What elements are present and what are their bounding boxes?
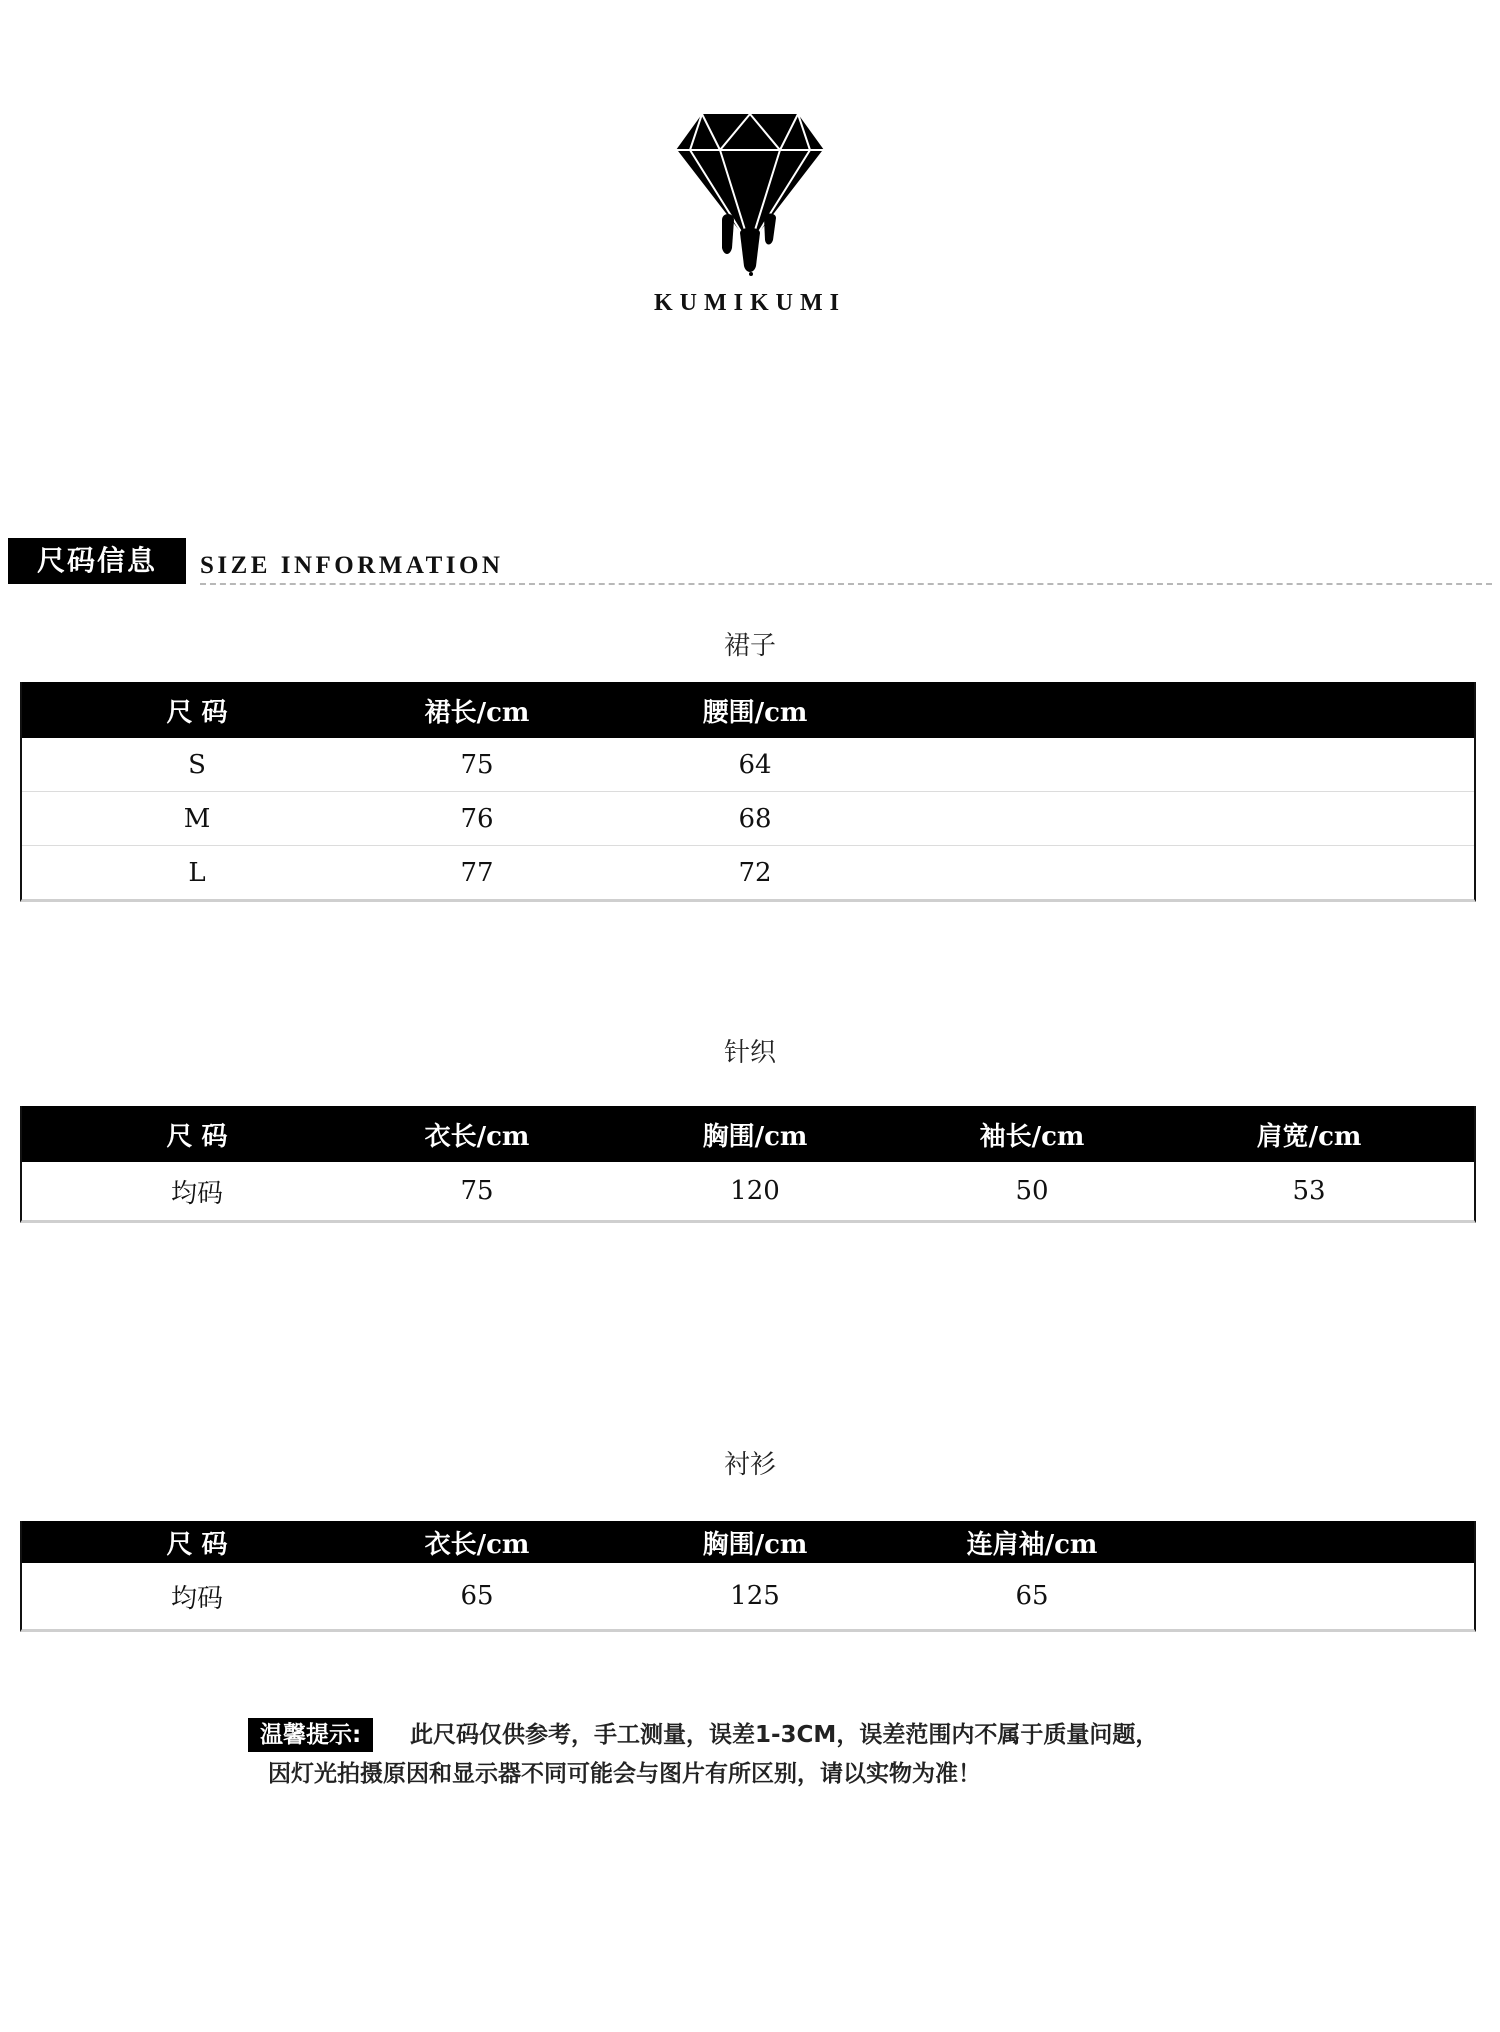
size-table-knit bbox=[20, 1106, 1476, 1223]
cell-size: M bbox=[183, 803, 211, 834]
table-row bbox=[22, 738, 1474, 791]
table-row bbox=[22, 791, 1474, 845]
brand-name: KUMIKUMI bbox=[654, 290, 846, 316]
cell-raglan-sleeve: 65 bbox=[1015, 1581, 1049, 1611]
table-header-row bbox=[22, 682, 1474, 738]
cell-chest: 125 bbox=[730, 1581, 780, 1611]
cell-size: S bbox=[188, 749, 206, 780]
section-divider bbox=[200, 583, 1492, 585]
notice-line-1: 此尺码仅供参考，手工测量，误差1-3CM，误差范围内不属于质量问题， bbox=[410, 1722, 1159, 1748]
cell-skirt-length: 75 bbox=[460, 749, 494, 780]
size-table-skirt bbox=[20, 682, 1476, 902]
header-sleeve: 袖长/cm bbox=[979, 1121, 1085, 1152]
header-shoulder: 肩宽/cm bbox=[1256, 1121, 1362, 1152]
diamond-drip-icon bbox=[672, 108, 828, 276]
cell-size: 均码 bbox=[170, 1583, 223, 1614]
header-waist: 腰围/cm bbox=[702, 697, 808, 728]
notice-label: 温馨提示: bbox=[248, 1718, 373, 1752]
table-row bbox=[22, 1563, 1474, 1629]
size-table-shirt bbox=[20, 1521, 1476, 1632]
header-size: 尺 码 bbox=[166, 1529, 228, 1560]
header-chest: 胸围/cm bbox=[702, 1529, 808, 1560]
cell-waist: 68 bbox=[738, 803, 772, 834]
cell-chest: 120 bbox=[730, 1176, 780, 1206]
table-row bbox=[22, 845, 1474, 899]
cell-length: 75 bbox=[460, 1176, 494, 1206]
cell-waist: 64 bbox=[738, 749, 772, 780]
header-skirt-length: 裙长/cm bbox=[424, 697, 530, 728]
notice-line-2: 因灯光拍摄原因和显示器不同可能会与图片有所区别，请以实物为准！ bbox=[268, 1761, 981, 1787]
header-chest: 胸围/cm bbox=[702, 1121, 808, 1152]
cell-skirt-length: 77 bbox=[460, 857, 494, 888]
header-length: 衣长/cm bbox=[424, 1529, 530, 1560]
header-length: 衣长/cm bbox=[424, 1121, 530, 1152]
cell-size: 均码 bbox=[170, 1178, 223, 1209]
section-title-cn: 尺码信息 bbox=[8, 538, 186, 584]
table-row bbox=[22, 1162, 1474, 1220]
table-title-knit: 针织 bbox=[723, 1038, 776, 1068]
cell-size: L bbox=[188, 857, 206, 888]
section-title-en: SIZE INFORMATION bbox=[200, 552, 504, 579]
cell-skirt-length: 76 bbox=[460, 803, 494, 834]
cell-length: 65 bbox=[460, 1581, 494, 1611]
cell-sleeve: 50 bbox=[1015, 1176, 1049, 1206]
header-size: 尺 码 bbox=[166, 1121, 228, 1152]
table-header-row bbox=[22, 1521, 1474, 1563]
table-header-row bbox=[22, 1106, 1474, 1162]
table-title-skirt: 裙子 bbox=[723, 631, 776, 661]
cell-shoulder: 53 bbox=[1292, 1176, 1326, 1206]
table-title-shirt: 衬衫 bbox=[723, 1450, 776, 1480]
header-size: 尺 码 bbox=[166, 697, 228, 728]
cell-waist: 72 bbox=[738, 857, 772, 888]
header-raglan-sleeve: 连肩袖/cm bbox=[966, 1529, 1098, 1560]
